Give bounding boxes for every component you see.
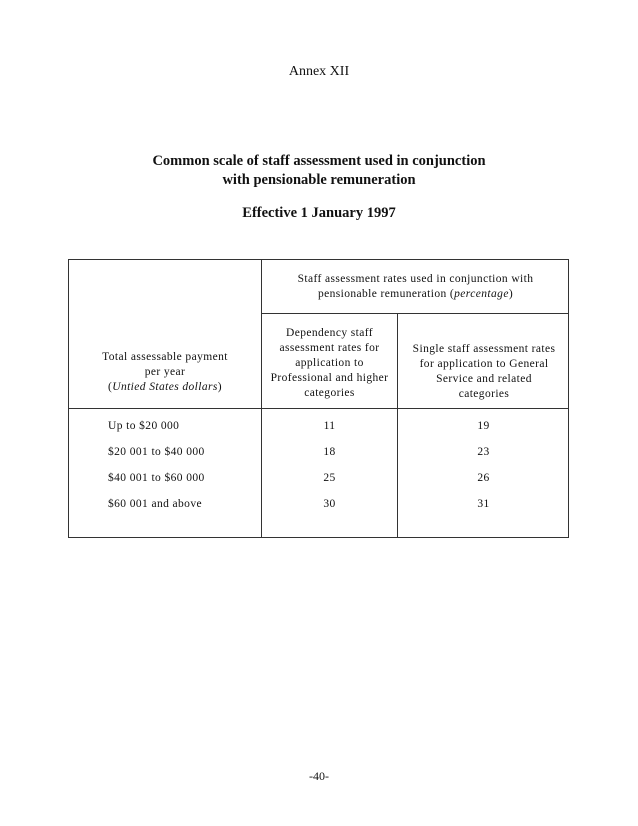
table-row: [69, 420, 569, 435]
title-line-1: Common scale of staff assessment used in conjunction: [152, 153, 486, 169]
col1-line-2: assessment rates for: [279, 342, 380, 354]
row-dependency-rate: 11: [323, 420, 336, 432]
span-header-line-1: Staff assessment rates used in conjunction with: [297, 273, 534, 285]
span-column-header: [262, 272, 569, 302]
document-title: [0, 152, 638, 190]
col1-line-4: Professional and higher: [270, 372, 389, 384]
effective-date: Effective 1 January 1997: [242, 205, 396, 221]
row-payment-range: $60 001 and above: [108, 498, 202, 510]
col1-line-5: categories: [304, 387, 355, 399]
table-divider-body: [69, 408, 569, 409]
table-row: [69, 446, 569, 461]
col0-line-3: [77, 380, 253, 395]
col1-line-1: Dependency staff: [286, 327, 373, 339]
col0-open-paren: (: [108, 381, 113, 393]
row-single-rate: 31: [477, 498, 490, 510]
col0-currency: Untied States dollars: [112, 381, 218, 393]
row-single-rate: 19: [477, 420, 490, 432]
table-row: [69, 498, 569, 513]
column-header-dependency: [263, 326, 396, 401]
row-single-rate: 26: [477, 472, 490, 484]
span-header-italic: percentage: [454, 288, 509, 300]
assessment-table: [68, 259, 569, 538]
span-header-text: pensionable remuneration (: [317, 288, 455, 300]
col2-line-4: categories: [458, 388, 510, 400]
column-header-payment: [77, 350, 253, 395]
row-single-rate: 23: [477, 446, 490, 458]
column-header-single: [399, 342, 569, 402]
table-divider-header: [261, 313, 569, 314]
col1-line-3: application to: [295, 357, 364, 369]
row-payment-range: $20 001 to $40 000: [108, 446, 205, 458]
col0-close-paren: ): [217, 381, 222, 393]
row-dependency-rate: 30: [323, 498, 336, 510]
row-payment-range: $40 001 to $60 000: [108, 472, 205, 484]
title-line-2: with pensionable remuneration: [222, 172, 416, 188]
row-payment-range: Up to $20 000: [108, 420, 180, 432]
span-header-line-2: [262, 287, 569, 302]
span-header-close: ): [508, 288, 514, 300]
page-number: -40-: [309, 769, 329, 783]
row-dependency-rate: 18: [323, 446, 336, 458]
col2-line-2: for application to General: [419, 358, 549, 370]
row-dependency-rate: 25: [323, 472, 336, 484]
col2-line-3: Service and related: [436, 373, 532, 385]
col2-line-1: Single staff assessment rates: [412, 343, 556, 355]
table-row: [69, 472, 569, 487]
annex-heading: Annex XII: [288, 64, 350, 79]
col0-line-2: per year: [144, 366, 186, 378]
col0-line-1: Total assessable payment: [102, 351, 228, 363]
